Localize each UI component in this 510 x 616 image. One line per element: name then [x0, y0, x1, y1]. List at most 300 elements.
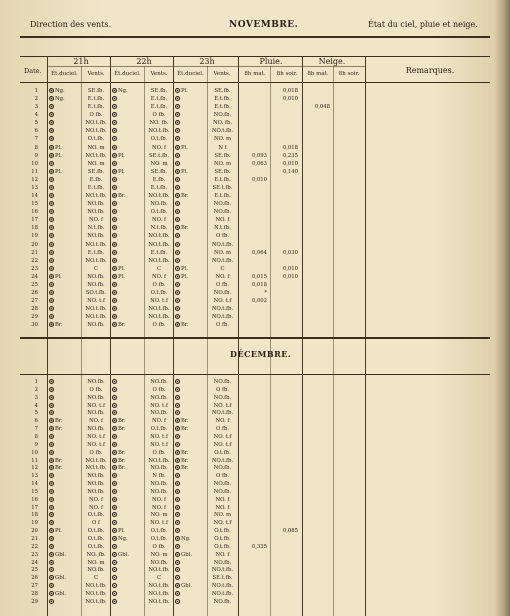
sky-state-23h: [175, 88, 207, 95]
wind-22h: NO.t.fb.: [148, 233, 170, 240]
sky-state-label: Pl.: [118, 152, 125, 159]
weather-symbol-icon: [112, 177, 117, 182]
weather-symbol-icon: [49, 290, 54, 295]
table-row: [0, 410, 510, 417]
weather-symbol-icon: [112, 599, 117, 604]
wind-23h: NO. m: [213, 249, 232, 256]
weather-symbol-icon: [49, 536, 54, 541]
weather-symbol-icon: [112, 145, 117, 150]
day-number: 14: [31, 481, 38, 488]
day-number: 5: [34, 120, 38, 127]
sky-state-label: Pl.: [118, 265, 125, 272]
sky-state-label: Ng.: [118, 88, 128, 94]
wind-22h: O.t.fb.: [150, 536, 168, 542]
wind-21h: NO.fb.: [87, 410, 105, 417]
weather-symbol-icon: [175, 282, 180, 287]
weather-symbol-icon: [112, 161, 117, 166]
wind-21h: NO.t.fb.: [85, 241, 107, 248]
sky-state-label: Pl.: [118, 168, 125, 175]
wind-21h: NO. f: [89, 504, 103, 511]
wind-23h: NO.t.fb.: [211, 128, 234, 135]
weather-symbol-icon: [112, 520, 117, 525]
sky-state-23h: [175, 426, 207, 433]
weather-symbol-icon: [112, 314, 117, 319]
table-row: [0, 489, 510, 496]
weather-symbol-icon: [112, 233, 117, 238]
wind-21h: NO.fb.: [87, 426, 105, 433]
wind-22h: NO.t.fb.: [148, 306, 170, 313]
weather-symbol-icon: [112, 322, 117, 327]
table-row: [0, 112, 510, 119]
wind-22h: O fb.: [152, 322, 166, 329]
weather-symbol-icon: [112, 450, 117, 455]
sky-state-22h: [112, 379, 144, 386]
table-row: [0, 169, 510, 176]
sky-state-22h: [112, 290, 144, 297]
sky-state-label: Gbl.: [55, 575, 66, 582]
weather-symbol-icon: [49, 465, 54, 470]
sky-state-21h: [49, 104, 81, 111]
sky-state-23h: [175, 282, 207, 289]
sky-state-23h: [175, 290, 207, 297]
sky-state-21h: [49, 575, 81, 582]
sky-state-22h: [112, 512, 144, 519]
weather-symbol-icon: [49, 298, 54, 303]
wind-23h: SE.fb.: [214, 168, 231, 175]
sky-state-label: Gbl.: [55, 551, 66, 558]
weather-symbol-icon: [112, 575, 117, 580]
day-number: 27: [31, 298, 38, 305]
table-row: [0, 583, 510, 590]
weather-symbol-icon: [175, 505, 180, 510]
table-row: [0, 465, 510, 472]
wind-21h: NO.t.fb.: [85, 193, 107, 200]
sky-state-22h: [112, 403, 144, 410]
weather-symbol-icon: [49, 274, 54, 279]
wind-22h: E.t.fb.: [150, 96, 168, 103]
table-row: [0, 442, 510, 449]
wind-21h: NO. m: [87, 144, 105, 151]
sky-state-22h: [112, 217, 144, 224]
wind-21h: NO.fb.: [87, 322, 105, 329]
sub-neige-soir: 8h soir.: [338, 71, 360, 77]
wind-22h: NO.fb.: [150, 379, 168, 385]
weather-symbol-icon: [49, 403, 54, 408]
weather-symbol-icon: [112, 225, 117, 230]
sky-state-label: Br.: [118, 426, 126, 433]
day-number: 28: [31, 306, 38, 313]
sky-state-21h: [49, 145, 81, 152]
sky-state-label: Pl.: [55, 168, 62, 175]
weather-symbol-icon: [49, 314, 54, 319]
sky-state-label: Gbl.: [181, 551, 192, 558]
day-number: 4: [34, 112, 38, 119]
wind-22h: O fb.: [152, 281, 166, 288]
day-number: 2: [34, 386, 38, 393]
sky-state-label: Br.: [181, 225, 189, 232]
weather-symbol-icon: [175, 266, 180, 271]
weather-symbol-icon: [175, 128, 180, 133]
table-row: [0, 209, 510, 216]
weather-symbol-icon: [49, 258, 54, 263]
weather-symbol-icon: [112, 410, 117, 415]
sky-state-label: Br.: [181, 457, 189, 464]
wind-23h: SE.t.fb.: [212, 184, 233, 191]
weather-symbol-icon: [49, 473, 54, 478]
wind-23h: SE.fb.: [214, 152, 231, 159]
wind-23h: NO.fb.: [213, 112, 232, 119]
wind-23h: NO. t.f: [213, 433, 232, 440]
day-number: 7: [34, 426, 38, 433]
wind-21h: NO.t.fb.: [85, 583, 107, 590]
sky-state-22h: [112, 536, 144, 543]
sky-state-23h: [175, 418, 207, 425]
sky-state-21h: [49, 465, 81, 472]
weather-symbol-icon: [175, 136, 180, 141]
weather-symbol-icon: [175, 177, 180, 182]
wind-22h: NO.t.fb.: [148, 128, 170, 135]
rain-morning: 0,063: [251, 160, 267, 167]
sky-state-22h: [112, 395, 144, 402]
weather-symbol-icon: [175, 442, 180, 447]
weather-symbol-icon: [49, 426, 54, 431]
weather-symbol-icon: [49, 250, 54, 255]
rain-evening: 0,010: [282, 96, 298, 103]
weather-symbol-icon: [112, 465, 117, 470]
wind-21h: NO. t.f: [87, 433, 105, 440]
table-row: [0, 136, 510, 143]
day-number: 15: [31, 201, 38, 208]
weather-symbol-icon: [49, 193, 54, 198]
sky-state-22h: [112, 120, 144, 127]
wind-23h: NO. m: [213, 160, 232, 167]
wind-21h: NO. fb.: [86, 551, 106, 558]
sky-state-23h: [175, 128, 207, 135]
day-number: 30: [31, 322, 38, 329]
wind-22h: NO. m: [150, 551, 168, 558]
sub-pluie-mat: 8h mat.: [244, 71, 266, 77]
weather-symbol-icon: [49, 112, 54, 117]
sky-state-22h: [112, 591, 144, 598]
wind-21h: E.t.fb.: [87, 104, 105, 111]
rain-morning: 0,093: [251, 152, 267, 159]
wind-21h: O fb.: [89, 449, 103, 456]
sky-state-label: Gbl.: [118, 551, 129, 558]
sky-state-label: Gbl.: [181, 583, 192, 590]
table-row: [0, 481, 510, 488]
sky-state-22h: [112, 544, 144, 551]
wind-22h: O fb.: [152, 543, 166, 550]
wind-21h: NO.t.fb.: [85, 465, 107, 472]
day-number: 25: [31, 567, 38, 574]
table-row: [0, 88, 510, 95]
weather-symbol-icon: [175, 544, 180, 549]
sky-state-label: Br.: [55, 426, 63, 433]
wind-22h: E.t.fb.: [150, 104, 168, 111]
sky-state-23h: [175, 450, 207, 457]
sky-state-23h: [175, 169, 207, 176]
sky-state-22h: [112, 575, 144, 582]
table-row: [0, 274, 510, 281]
weather-symbol-icon: [175, 209, 180, 214]
weather-symbol-icon: [112, 169, 117, 174]
sub-pluie-soir: 8h soir.: [276, 71, 298, 77]
wind-22h: NO. fb.: [149, 120, 169, 127]
wind-23h: NO.t.fb.: [211, 457, 234, 464]
wind-22h: NO.t.fb.: [148, 598, 170, 605]
wind-23h: E.t.fb.: [214, 193, 231, 200]
weather-symbol-icon: [49, 552, 54, 557]
day-number: 9: [34, 441, 38, 448]
sky-state-23h: [175, 250, 207, 257]
day-number: 20: [31, 528, 38, 535]
weather-symbol-icon: [175, 489, 180, 494]
sky-state-21h: [49, 96, 81, 103]
wind-22h: C: [156, 575, 162, 582]
day-number: 23: [31, 551, 38, 558]
day-number: 13: [31, 473, 38, 480]
sky-state-22h: [112, 560, 144, 567]
weather-symbol-icon: [112, 104, 117, 109]
table-row: [0, 528, 510, 535]
rain-evening: 0,085: [282, 528, 298, 535]
wind-22h: NO. t.f: [150, 441, 168, 448]
top-rule: [20, 36, 490, 38]
table-row: [0, 145, 510, 152]
weather-symbol-icon: [112, 217, 117, 222]
sky-state-21h: [49, 258, 81, 265]
weather-symbol-icon: [49, 450, 54, 455]
wind-21h: NO.t.fb.: [85, 457, 107, 464]
wind-23h: NO.fb.: [213, 209, 232, 216]
sky-state-21h: [49, 233, 81, 240]
weather-symbol-icon: [175, 426, 180, 431]
wind-22h: O.t.fb.: [150, 426, 168, 433]
day-number: 15: [31, 488, 38, 495]
day-number: 21: [31, 536, 38, 542]
sky-state-23h: [175, 177, 207, 184]
rain-morning: 0,002: [251, 298, 267, 305]
wind-21h: NO.t.fb.: [85, 257, 107, 264]
weather-symbol-icon: [112, 512, 117, 517]
wind-21h: NO.t.fb.: [85, 598, 107, 605]
wind-23h: O.t.fb.: [214, 536, 231, 542]
wind-21h: NO.fb.: [87, 473, 105, 480]
sky-state-23h: [175, 233, 207, 240]
sky-state-23h: [175, 161, 207, 168]
wind-23h: NO.fb.: [213, 394, 232, 401]
day-number: 16: [31, 496, 38, 503]
sky-state-22h: [112, 410, 144, 417]
weather-symbol-icon: [112, 290, 117, 295]
wind-21h: NO.t.fb.: [85, 314, 107, 321]
table-row: [0, 104, 510, 111]
sky-state-22h: [112, 322, 144, 329]
sky-state-23h: [175, 306, 207, 313]
day-number: 17: [31, 217, 38, 224]
sky-state-22h: [112, 242, 144, 249]
wind-22h: NO. t.f: [150, 298, 168, 305]
weather-symbol-icon: [112, 379, 117, 384]
wind-21h: NO.fb.: [87, 201, 105, 208]
sky-state-23h: [175, 120, 207, 127]
table-row: [0, 403, 510, 410]
wind-22h: NO.fb.: [150, 394, 168, 401]
sky-state-21h: [49, 177, 81, 184]
sky-state-label: Br.: [118, 465, 126, 472]
sky-state-22h: [112, 161, 144, 168]
month-title-november: NOVEMBRE.: [229, 20, 299, 30]
sky-state-21h: [49, 161, 81, 168]
sky-state-22h: [112, 209, 144, 216]
sky-state-21h: [49, 128, 81, 135]
rain-morning: 0,010: [251, 176, 267, 183]
sky-state-label: Br.: [181, 193, 189, 200]
col-pluie: Pluie.: [259, 57, 283, 66]
weather-symbol-icon: [49, 489, 54, 494]
weather-symbol-icon: [49, 544, 54, 549]
sky-state-label: Br.: [181, 465, 189, 472]
weather-symbol-icon: [175, 387, 180, 392]
weather-symbol-icon: [112, 583, 117, 588]
wind-21h: NO.t.fb.: [85, 152, 107, 159]
wind-23h: NO.fb.: [213, 559, 232, 566]
weather-symbol-icon: [49, 161, 54, 166]
wind-23h: NO. f: [215, 217, 230, 224]
sky-state-22h: [112, 145, 144, 152]
sky-state-23h: [175, 528, 207, 535]
col-21h: 21h: [73, 57, 89, 66]
weather-symbol-icon: [175, 258, 180, 263]
sky-state-21h: [49, 136, 81, 143]
table-row: [0, 217, 510, 224]
sky-state-label: Br.: [55, 418, 63, 425]
sky-state-22h: [112, 465, 144, 472]
col-neige: Neige.: [318, 57, 346, 66]
wind-22h: NO. m: [150, 512, 168, 519]
weather-symbol-icon: [112, 298, 117, 303]
weather-symbol-icon: [49, 169, 54, 174]
weather-symbol-icon: [49, 512, 54, 517]
sky-state-label: Br.: [118, 457, 126, 464]
weather-symbol-icon: [49, 567, 54, 572]
wind-22h: NO.t.fb.: [148, 567, 170, 574]
sky-state-23h: [175, 458, 207, 465]
wind-21h: O.t.fb.: [87, 136, 105, 143]
table-row: [0, 185, 510, 192]
weather-symbol-icon: [49, 217, 54, 222]
table-row: [0, 201, 510, 208]
wind-21h: NO. m: [87, 559, 105, 566]
sky-state-21h: [49, 481, 81, 488]
weather-symbol-icon: [112, 306, 117, 311]
day-number: 7: [34, 136, 38, 143]
sky-state-23h: [175, 512, 207, 519]
weather-symbol-icon: [49, 96, 54, 101]
weather-symbol-icon: [49, 128, 54, 133]
wind-22h: NO. m: [150, 160, 168, 167]
weather-symbol-icon: [175, 481, 180, 486]
weather-symbol-icon: [49, 410, 54, 415]
weather-symbol-icon: [175, 112, 180, 117]
sky-state-23h: [175, 379, 207, 386]
sky-state-23h: [175, 104, 207, 111]
sky-state-label: Ng.: [55, 88, 65, 94]
sky-state-23h: [175, 209, 207, 216]
weather-symbol-icon: [112, 560, 117, 565]
table-row: [0, 233, 510, 240]
weather-symbol-icon: [112, 442, 117, 447]
sky-state-23h: [175, 225, 207, 232]
rain-evening: 0,018: [282, 144, 298, 151]
wind-22h: E.t.fb.: [150, 249, 168, 256]
weather-symbol-icon: [49, 225, 54, 230]
wind-21h: O.t.fb.: [87, 536, 105, 542]
weather-symbol-icon: [175, 473, 180, 478]
day-number: 6: [34, 128, 38, 135]
table-row: [0, 599, 510, 606]
sky-state-label: Ng.: [181, 536, 191, 542]
wind-22h: SE.fb.: [150, 168, 168, 175]
table-row: [0, 591, 510, 598]
sky-state-label: Br.: [118, 418, 126, 425]
sky-state-label: Br.: [181, 418, 189, 425]
sky-state-21h: [49, 497, 81, 504]
weather-symbol-icon: [49, 458, 54, 463]
wind-21h: E.t.fb.: [87, 184, 105, 191]
wind-23h: O fb.: [215, 233, 230, 240]
weather-symbol-icon: [175, 96, 180, 101]
wind-23h: NO. t.f: [213, 402, 232, 409]
weather-symbol-icon: [112, 112, 117, 117]
wind-21h: E.fb.: [89, 176, 103, 183]
sky-state-22h: [112, 426, 144, 433]
table-row: [0, 322, 510, 329]
wind-21h: NO. f: [89, 418, 103, 425]
sky-state-21h: [49, 567, 81, 574]
wind-21h: NO.t.fb.: [85, 120, 107, 127]
weather-symbol-icon: [112, 536, 117, 541]
wind-23h: NO.t.fb.: [211, 590, 234, 597]
day-number: 23: [31, 265, 38, 272]
table-row: [0, 225, 510, 232]
weather-symbol-icon: [175, 290, 180, 295]
day-number: 13: [31, 184, 38, 191]
weather-symbol-icon: [175, 403, 180, 408]
sky-state-21h: [49, 512, 81, 519]
table-row: [0, 242, 510, 249]
sky-state-21h: [49, 201, 81, 208]
day-number: 22: [31, 257, 38, 264]
weather-symbol-icon: [175, 536, 180, 541]
wind-22h: NO. f: [152, 504, 166, 511]
weather-symbol-icon: [112, 426, 117, 431]
wind-22h: NO.t.fb.: [148, 241, 170, 248]
sky-state-label: Br.: [118, 322, 126, 329]
wind-23h: NO.t.fb.: [211, 257, 234, 264]
month-title-december: DÉCEMBRE.: [230, 349, 292, 359]
weather-symbol-icon: [175, 512, 180, 517]
sky-state-23h: [175, 96, 207, 103]
sky-state-label: Pl.: [118, 528, 125, 535]
rain-evening: 0,010: [282, 265, 298, 272]
weather-symbol-icon: [112, 458, 117, 463]
day-number: 6: [34, 418, 38, 425]
wind-23h: E.t.fb.: [214, 176, 231, 183]
day-number: 29: [31, 598, 38, 605]
wind-21h: NO. t.f: [87, 298, 105, 305]
sub-vents-3: Vents.: [213, 71, 231, 77]
